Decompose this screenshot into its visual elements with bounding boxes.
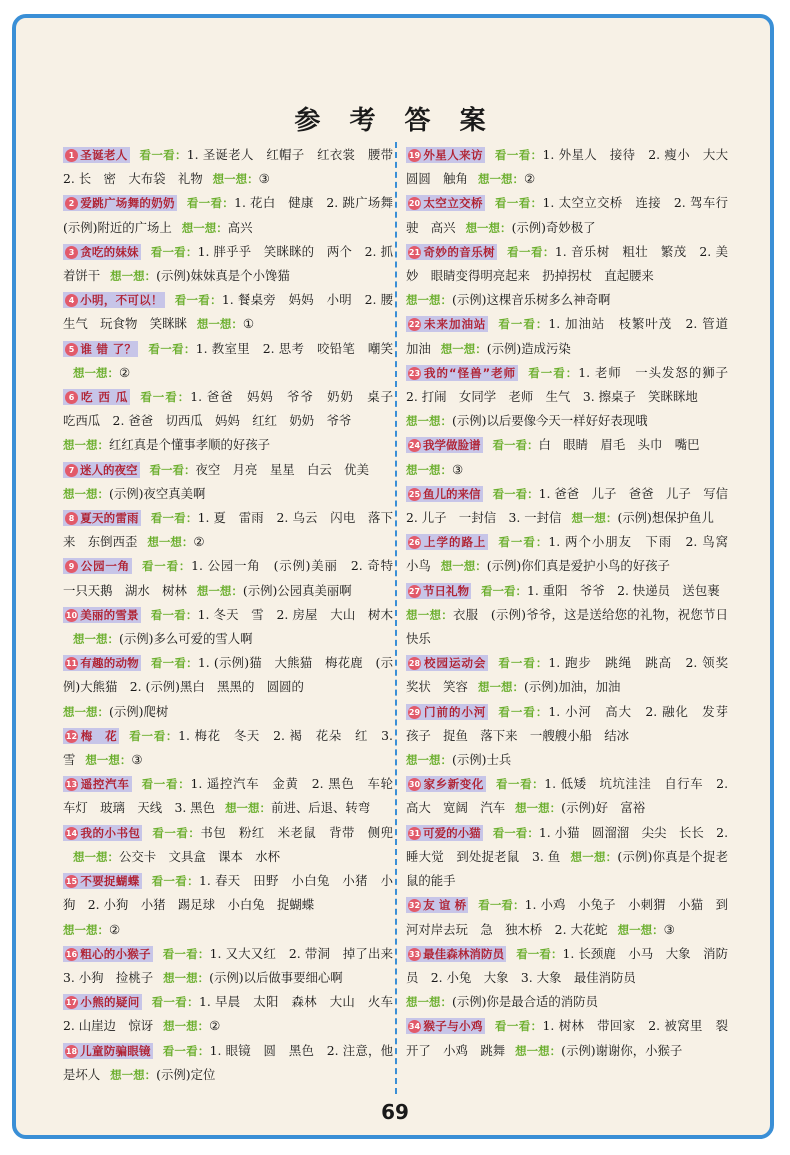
think-label: 想一想： [515, 801, 562, 816]
entry-title [63, 147, 130, 163]
entry-title-text: 迷人的夜空 [80, 462, 138, 477]
look-label: 看一看： [494, 196, 543, 211]
entry-title [63, 389, 130, 405]
entry-title [406, 704, 488, 720]
think-label: 想一想： [147, 535, 194, 550]
think-answer: (示例)这棵音乐树多么神奇啊 [452, 292, 611, 308]
answer-entry [406, 240, 728, 313]
answer-entry [406, 942, 728, 1015]
answer-entry [406, 772, 728, 820]
think-label: 想一想： [406, 462, 452, 477]
entry-title [63, 946, 153, 962]
entry-title [63, 462, 140, 478]
think-label: 想一想： [406, 753, 452, 768]
entry-number: 4 [65, 294, 78, 307]
think-label: 想一想： [571, 511, 618, 526]
entry-number: 9 [65, 560, 78, 573]
think-answer: ② [119, 364, 131, 380]
entry-title [406, 316, 488, 332]
entry-title [406, 776, 486, 792]
entry-title [63, 244, 141, 260]
think-label: 想一想： [63, 704, 109, 719]
answer-entry [406, 361, 741, 434]
look-label: 看一看： [150, 607, 198, 622]
answer-entry [406, 191, 728, 239]
entry-title-text: 太空立交桥 [423, 196, 483, 211]
entry-title-text: 夏天的雷雨 [80, 511, 139, 526]
look-label: 看一看： [492, 438, 539, 453]
entry-title [406, 534, 488, 550]
look-label: 看一看： [151, 874, 199, 889]
look-answers: 1. 小猫 圆溜溜 尖尖 长长 2. 睡大觉 到处捉老鼠 3. 鱼 [406, 824, 729, 864]
entry-title-text: 最佳森林消防员 [423, 946, 505, 961]
answer-entry [406, 579, 728, 652]
entry-title-text: 我的小书包 [80, 825, 141, 840]
think-answer: (示例)多么可爱的雪人啊 [119, 631, 253, 647]
look-answers: 1. 餐桌旁 妈妈 小明 2. 腰 生气 玩食物 笑眯眯 [63, 292, 406, 332]
look-answers: 1. 小河 高大 2. 融化 发芽 孩子 捉鱼 落下来 一艘艘小船 结冰 [406, 703, 741, 743]
entry-number: 15 [65, 877, 78, 887]
think-answer: (示例)谢谢你，小猴子 [561, 1042, 683, 1058]
entry-title [406, 655, 488, 671]
think-answer: (示例)公园真美丽啊 [242, 582, 352, 598]
answer-entry [63, 385, 406, 458]
look-label: 看一看： [498, 535, 549, 550]
look-answers: 1. 梅花 冬天 2. 褐 花朵 红 3. 雪 [63, 727, 394, 768]
think-label: 想一想： [85, 753, 132, 768]
answer-entry [63, 143, 406, 191]
look-answers: 夜空 月亮 星星 白云 优美 [195, 461, 369, 477]
look-answers: 白 眼睛 眉毛 头巾 嘴巴 [538, 437, 700, 453]
think-answer: ② [523, 171, 536, 187]
entry-number: 31 [408, 828, 421, 838]
look-label: 看一看： [494, 148, 543, 162]
answer-entry [63, 337, 393, 385]
entry-number: 6 [65, 391, 78, 404]
think-label: 想一想： [73, 632, 119, 647]
think-label: 想一想： [477, 172, 524, 187]
look-label: 看一看： [528, 365, 579, 380]
entry-title-text: 可爱的小猫 [423, 825, 481, 840]
look-label: 看一看： [150, 656, 198, 671]
think-answer: ② [193, 534, 205, 550]
think-label: 想一想： [110, 269, 157, 284]
think-answer: (示例)你是最合适的消防员 [452, 994, 598, 1010]
entry-number: 26 [408, 538, 421, 548]
look-answers: 1. 重阳 爷爷 2. 快递员 送包裹 [527, 582, 720, 598]
think-label: 想一想： [110, 1067, 157, 1082]
think-answer: ③ [131, 752, 143, 768]
look-answers: 1. 长颈鹿 小马 大象 消防员 2. 小兔 大象 3. 大象 最佳消防员 [406, 945, 729, 985]
entry-title [406, 486, 483, 502]
look-answers: 1. 眼镜 圆 黑色 2. 注意，他是坏人 [63, 1042, 393, 1082]
entry-title [63, 655, 141, 671]
look-label: 看一看： [149, 462, 196, 477]
entry-title-text: 粗心的小猴子 [80, 946, 151, 961]
look-answers: 1. 夏 雷雨 2. 乌云 闪电 落下来 东倒西歪 [63, 510, 394, 550]
look-label: 看一看： [150, 244, 198, 259]
think-answer: ② [209, 1018, 221, 1034]
look-label: 看一看： [498, 704, 549, 719]
think-label: 想一想： [515, 1043, 562, 1058]
entry-title [406, 437, 483, 453]
entry-number: 30 [408, 780, 421, 790]
look-label: 看一看： [148, 341, 196, 356]
entry-title-text: 上学的路上 [423, 535, 487, 550]
entry-number: 21 [408, 247, 421, 257]
think-answer: (示例)爬树 [109, 703, 169, 719]
entry-title [406, 897, 468, 913]
entry-title [63, 994, 142, 1010]
look-answers: 1. 树林 带回家 2. 被窝里 裂开了 小鸡 跳舞 [406, 1018, 729, 1058]
look-answers: 书包 粉红 米老鼠 背带 侧兜 [200, 824, 394, 840]
entry-title [63, 341, 138, 357]
look-answers: 1. 低矮 坑坑洼洼 自行车 2. 高大 宽阔 汽车 [406, 776, 729, 816]
look-label: 看一看： [129, 728, 179, 743]
entry-title [406, 195, 485, 211]
entry-title [63, 825, 142, 841]
entry-title-text: 儿童防骗眼镜 [80, 1043, 151, 1058]
entry-title [406, 825, 483, 841]
think-label: 想一想： [465, 220, 512, 235]
answer-entry [63, 458, 393, 506]
look-answers: 1. 爸爸 儿子 爸爸 儿子 写信 2. 儿子 一封信 3. 一封信 [406, 485, 741, 526]
entry-title-text: 有趣的动物 [80, 656, 139, 671]
think-answer: (示例)以后要像今天一样好好表现哦 [452, 413, 648, 429]
look-label: 看一看： [498, 317, 549, 332]
entry-title-text: 猴子与小鸡 [423, 1019, 483, 1034]
entry-title-text: 公园一角 [80, 559, 130, 574]
think-answer: (示例)妹妹真是个小馋猫 [156, 268, 290, 284]
look-label: 看一看： [494, 1019, 543, 1034]
entry-title [63, 873, 142, 889]
entry-title-text: 鱼儿的来信 [423, 486, 481, 501]
entry-number: 11 [65, 659, 78, 669]
look-label: 看一看： [141, 777, 191, 792]
answer-entry [63, 191, 406, 239]
look-label: 看一看： [151, 995, 199, 1010]
entry-number: 33 [408, 949, 421, 959]
entry-number: 13 [65, 780, 78, 790]
answer-entry [406, 312, 741, 360]
think-label: 想一想： [163, 970, 210, 985]
look-answers: 1. 公园一角 (示例)美丽 2. 奇特 一只天鹅 湖水 树林 [63, 558, 406, 598]
entry-title [63, 510, 141, 526]
entry-title [406, 244, 497, 260]
look-answers: 1. 太空立交桥 连接 2. 驾车行驶 高兴 [406, 195, 729, 235]
look-answers: 1. 又大又红 2. 带洞 掉了出来 3. 小狗 捡桃子 [63, 945, 406, 985]
think-answer: (示例)加油，加油 [523, 679, 621, 695]
entry-number: 7 [65, 464, 78, 477]
entry-title-text: 小明，不可以！ [80, 293, 163, 308]
answer-entry [406, 651, 741, 699]
entry-number: 8 [65, 512, 78, 525]
answer-entry [63, 990, 406, 1038]
entry-number: 14 [65, 828, 78, 838]
answer-entry [63, 869, 393, 942]
think-answer: 红红真是个懂事孝顺的好孩子 [109, 437, 271, 453]
answer-entry [406, 893, 728, 941]
left-column [63, 143, 406, 1087]
think-label: 想一想： [63, 922, 109, 937]
answer-entry [63, 554, 406, 602]
look-label: 看一看： [150, 511, 198, 526]
entry-title-text: 美丽的雪景 [80, 607, 139, 622]
answer-entry [406, 530, 741, 578]
page-title: 参 考 答 案 [294, 106, 496, 136]
look-answers: 1. 早晨 太阳 森林 大山 火车 2. 山崖边 惊讶 [63, 994, 406, 1034]
look-label: 看一看： [140, 390, 191, 405]
entry-title [63, 558, 132, 574]
answer-entry [406, 143, 728, 191]
answer-entry [63, 724, 393, 772]
entry-title-text: 节日礼物 [423, 583, 469, 598]
think-label: 想一想： [225, 801, 272, 816]
think-answer: (示例)士兵 [452, 752, 512, 768]
look-label: 看一看： [516, 946, 563, 961]
think-answer: ① [242, 316, 255, 332]
entry-number: 5 [65, 343, 78, 356]
answer-entry [63, 772, 406, 820]
answer-entry [63, 603, 393, 651]
entry-title [63, 607, 141, 623]
entry-title [63, 1043, 153, 1059]
think-answer: ② [109, 921, 121, 937]
look-answers: 1. 圣诞老人 红帽子 红衣裳 腰带 2. 长 密 大布袋 礼物 [63, 147, 406, 187]
entry-number: 3 [65, 246, 78, 259]
think-label: 想一想： [406, 414, 452, 429]
think-label: 想一想： [440, 341, 487, 356]
entry-title [63, 776, 132, 792]
think-label: 想一想： [63, 486, 109, 501]
look-answers: 1. (示例)猫 大熊猫 梅花鹿 (示例)大熊猫 2. (示例)黑白 黑黑的 圆圆的 [63, 655, 394, 695]
entry-title-text: 爱跳广场舞的奶奶 [80, 196, 175, 211]
look-label: 看一看： [139, 148, 187, 162]
look-label: 看一看： [495, 777, 545, 792]
entry-title-text: 奇妙的音乐树 [423, 244, 496, 259]
think-label: 想一想： [477, 680, 524, 695]
entry-number: 16 [65, 949, 78, 959]
entry-title [63, 728, 119, 744]
think-label: 想一想： [196, 583, 243, 598]
look-answers: 1. 加油站 枝繁叶茂 2. 管道 加油 [406, 316, 741, 356]
entry-number: 25 [408, 489, 421, 499]
entry-title-text: 不要捉蝴蝶 [80, 874, 140, 889]
entry-number: 23 [408, 368, 421, 378]
entry-title [406, 147, 485, 163]
entry-title [406, 583, 471, 599]
think-label: 想一想： [163, 1019, 210, 1034]
think-label: 想一想： [73, 365, 119, 380]
entry-number: 18 [65, 1046, 78, 1056]
answer-entry [63, 651, 393, 724]
entry-title-text: 遥控汽车 [80, 777, 130, 792]
think-label: 想一想： [406, 607, 453, 622]
look-label: 看一看： [174, 293, 222, 308]
think-answer: (示例)想保护鱼儿 [617, 510, 714, 526]
answer-entry [63, 288, 406, 336]
entry-title-text: 友 谊 桥 [423, 898, 467, 913]
entry-title-text: 吃 西 瓜 [80, 390, 129, 405]
think-label: 想一想： [440, 559, 487, 574]
entry-title-text: 谁 错 了？ [80, 341, 137, 356]
entry-title [406, 365, 518, 381]
entry-number: 27 [408, 586, 421, 596]
think-answer: 公交卡 文具盒 课本 水杯 [119, 848, 281, 864]
entry-title-text: 外星人来访 [423, 148, 483, 162]
look-label: 看一看： [141, 559, 192, 574]
think-answer: 前进、后退、转弯 [271, 800, 371, 816]
think-answer: (示例)你们真是爱护小鸟的好孩子 [486, 558, 670, 574]
entry-title [63, 195, 177, 211]
look-answers: 1. 教室里 2. 思考 咬铅笔 嘲笑 [195, 340, 393, 356]
think-answer: 高兴 [227, 219, 253, 235]
entry-number: 24 [408, 441, 421, 451]
entry-number: 12 [65, 731, 78, 741]
look-label: 看一看： [186, 196, 235, 211]
think-answer: ③ [452, 461, 464, 477]
entry-number: 32 [408, 901, 421, 911]
think-label: 想一想： [63, 438, 109, 453]
think-answer: (示例)好 富裕 [561, 800, 646, 816]
answer-entry [406, 482, 741, 530]
entry-title-text: 我的“怪兽”老师 [423, 365, 517, 380]
look-answers: 1. 音乐树 粗壮 繁茂 2. 美妙 眼睛变得明亮起来 扔掉拐杖 直起腰来 [406, 243, 729, 284]
think-label: 想一想： [181, 220, 228, 235]
look-answers: 1. 胖乎乎 笑眯眯的 两个 2. 抓着饼干 [63, 243, 394, 284]
think-label: 想一想： [617, 922, 664, 937]
look-answers: 1. 跑步 跳绳 跳高 2. 领奖 奖状 笑容 [406, 655, 741, 695]
answer-entry [406, 700, 741, 773]
look-answers: 1. 遥控汽车 金黄 2. 黑色 车轮 车灯 玻璃 天线 3. 黑色 [63, 776, 406, 816]
look-answers: 1. 爸爸 妈妈 爷爷 奶奶 桌子 吃西瓜 2. 爸爸 切西瓜 妈妈 红红 奶奶 爷爷 [63, 389, 406, 429]
entry-number: 19 [408, 151, 421, 160]
answer-entry [63, 942, 406, 990]
look-label: 看一看： [481, 583, 527, 598]
think-label: 想一想： [570, 849, 618, 864]
think-answer: (示例)以后做事要细心啊 [209, 969, 343, 985]
answer-entry [406, 821, 728, 894]
entry-title-text: 圣诞老人 [80, 148, 128, 162]
look-answers: 1. 外星人 接待 2. 瘦小 大大圆圆 触角 [406, 147, 729, 187]
answer-entry [63, 1039, 393, 1087]
think-label: 想一想： [406, 293, 452, 308]
entry-title-text: 我学做脸谱 [423, 438, 481, 453]
entry-number: 29 [408, 707, 421, 717]
look-label: 看一看： [152, 825, 201, 840]
look-label: 看一看： [162, 1043, 210, 1058]
look-answers: 1. 春天 田野 小白兔 小猪 小狗 2. 小狗 小猪 踢足球 小白兔 捉蝴蝶 [63, 873, 394, 913]
entry-title [406, 946, 506, 962]
think-answer: (示例)奇妙极了 [511, 219, 596, 235]
entry-title-text: 校园运动会 [423, 656, 487, 671]
think-label: 想一想： [196, 317, 243, 332]
look-label: 看一看： [162, 946, 210, 961]
look-label: 看一看： [507, 244, 555, 259]
entry-title-text: 未来加油站 [423, 317, 487, 332]
entry-number: 22 [408, 320, 421, 330]
look-answers: 1. 花白 健康 2. 跳广场舞 (示例)附近的广场上 [63, 195, 406, 235]
entry-title-text: 家乡新变化 [423, 777, 484, 792]
entry-number: 20 [408, 199, 421, 209]
entry-title [63, 292, 165, 308]
think-answer: (示例)定位 [156, 1066, 216, 1082]
entry-number: 17 [65, 998, 78, 1008]
look-answers: 1. 老师 一头发怒的狮子 2. 打闹 女同学 老师 生气 3. 擦桌子 笑眯眯地 [406, 364, 741, 405]
think-answer: (示例)造成污染 [486, 340, 571, 356]
entry-number: 1 [65, 149, 78, 162]
think-label: 想一想： [73, 849, 119, 864]
entry-title [406, 1018, 485, 1034]
entry-title-text: 门前的小河 [423, 704, 487, 719]
look-label: 看一看： [478, 898, 525, 913]
think-answer: ③ [663, 921, 675, 937]
answer-entry [406, 433, 728, 481]
think-answer: (示例)夜空真美啊 [109, 485, 206, 501]
look-answers: 1. 冬天 雪 2. 房屋 大山 树木 [197, 606, 394, 622]
answer-entry [63, 240, 393, 288]
look-label: 看一看： [492, 825, 539, 840]
answer-entry [63, 506, 393, 554]
page-number: 69 [381, 1100, 409, 1124]
look-answers: 1. 两个小朋友 下雨 2. 鸟窝 小鸟 [406, 534, 741, 574]
think-answer: ③ [258, 171, 270, 187]
think-answer: (示例)你真是个捉老鼠的能手 [406, 848, 729, 889]
answer-entry [63, 821, 393, 869]
entry-number: 34 [408, 1022, 421, 1032]
look-label: 看一看： [498, 656, 549, 671]
entry-number: 28 [408, 659, 421, 669]
entry-number: 2 [65, 197, 78, 210]
entry-title-text: 贪吃的妹妹 [80, 244, 139, 259]
think-label: 想一想： [212, 172, 259, 187]
right-column [406, 143, 741, 1063]
think-answer: 衣服 (示例)爷爷，这是送给您的礼物，祝您节日快乐 [406, 606, 729, 647]
think-label: 想一想： [406, 995, 452, 1010]
entry-title-text: 小熊的疑问 [80, 995, 140, 1010]
answer-entry [406, 1014, 728, 1062]
entry-title-text: 梅 花 [80, 728, 118, 743]
look-label: 看一看： [492, 486, 539, 501]
look-answers: 1. 小鸡 小兔子 小刺猬 小猫 到河对岸去玩 急 独木桥 2. 大花蛇 [406, 897, 729, 937]
entry-number: 10 [65, 610, 78, 620]
